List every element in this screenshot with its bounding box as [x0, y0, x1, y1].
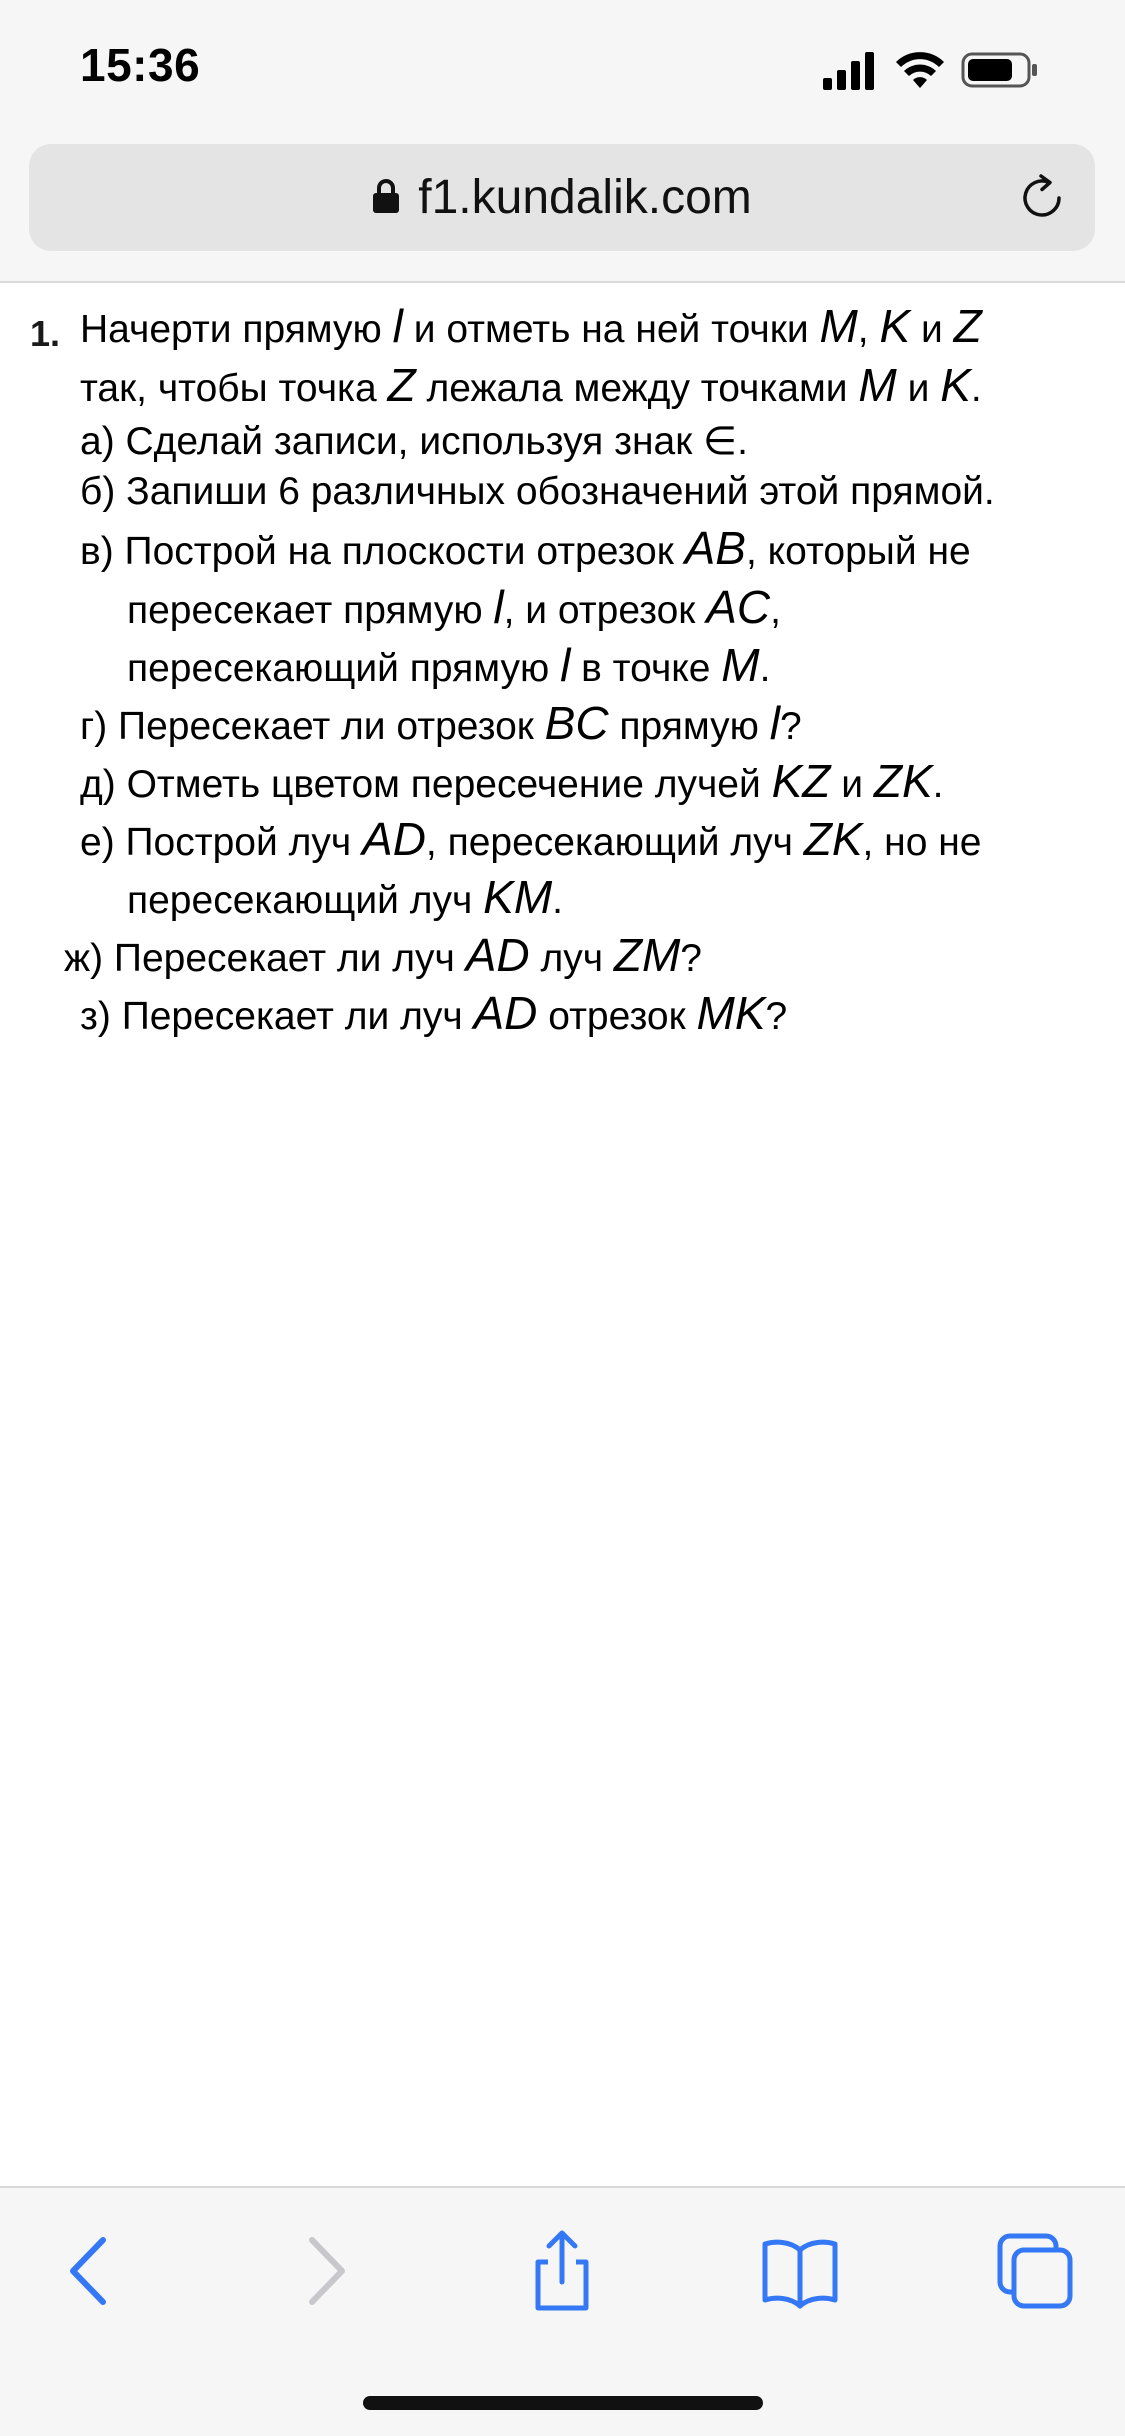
text: е) Построй луч	[80, 821, 363, 864]
exercise-item-v-line-1	[80, 522, 971, 574]
math-var: M	[819, 300, 858, 352]
math-var: l	[560, 639, 571, 691]
wifi-icon	[895, 48, 945, 92]
text: .	[759, 647, 771, 690]
exercise-item-e-line-1	[80, 813, 982, 865]
text: и	[910, 308, 954, 351]
address-bar[interactable]	[29, 144, 1095, 251]
text: д) Отметь цветом пересечение лучей	[80, 763, 772, 806]
text: , и отрезок	[503, 589, 707, 632]
text: пересекает прямую	[127, 589, 494, 632]
math-var: ZM	[613, 929, 681, 981]
text: ?	[680, 937, 702, 980]
math-var: AD	[473, 987, 538, 1039]
text: в) Построй на плоскости отрезок	[80, 530, 685, 573]
exercise-item-a: а) Сделай записи, используя знак ∈.	[80, 420, 748, 463]
math-var: AD	[362, 813, 426, 865]
share-icon[interactable]	[517, 2226, 607, 2316]
text: ?	[765, 995, 788, 1038]
text: так, чтобы точка	[80, 367, 388, 410]
exercise-item-d	[80, 755, 944, 807]
text: .	[552, 879, 563, 922]
math-var: K	[940, 359, 971, 411]
math-var: l	[769, 697, 780, 749]
math-var: AB	[684, 522, 746, 574]
math-var: l	[493, 581, 504, 633]
tabs-icon[interactable]	[990, 2226, 1080, 2316]
math-var: ZK	[873, 755, 933, 807]
exercise-item-v-line-2	[127, 581, 781, 633]
text: ж) Пересекает ли луч	[64, 937, 466, 980]
status-icons	[821, 48, 1081, 92]
text: ?	[779, 705, 802, 748]
text: , но не	[862, 821, 982, 864]
exercise-item-v-line-3	[127, 639, 771, 691]
battery-icon	[961, 48, 1041, 92]
exercise-item-e-line-2	[127, 871, 563, 923]
status-time: 15:36	[80, 39, 201, 91]
math-var: KM	[483, 871, 553, 923]
cellular-signal-icon	[821, 48, 877, 92]
text: лежала между точками	[415, 367, 859, 410]
text: , пересекающий луч	[425, 821, 804, 864]
exercise-item-zh	[64, 929, 702, 981]
text: ,	[770, 589, 781, 632]
text: и	[896, 367, 941, 410]
text: пересекающий прямую	[127, 647, 561, 690]
bookmarks-icon[interactable]	[755, 2226, 845, 2316]
url-text[interactable]: f1.kundalik.com	[418, 171, 752, 224]
exercise-item-b: б) Запиши 6 различных обозначений этой прямой.	[80, 470, 995, 513]
text: и отметь на ней точки	[402, 308, 820, 351]
text: луч	[529, 937, 614, 980]
text: в точке	[570, 647, 722, 690]
math-var: M	[858, 359, 897, 411]
exercise-intro-line-2	[80, 359, 982, 411]
text: .	[932, 763, 944, 806]
home-indicator	[363, 2396, 763, 2410]
math-var: ZK	[803, 813, 863, 865]
text: , который не	[746, 530, 971, 573]
text: .	[970, 367, 982, 410]
back-icon[interactable]	[45, 2226, 135, 2316]
reload-icon[interactable]	[1015, 171, 1069, 225]
lock-icon	[372, 178, 400, 214]
text: ,	[857, 308, 880, 351]
math-var: MK	[696, 987, 766, 1039]
text: Начерти прямую	[80, 308, 393, 351]
math-var: l	[392, 300, 403, 352]
math-var: M	[721, 639, 760, 691]
browser-top-chrome	[0, 0, 1125, 283]
text: г) Пересекает ли отрезок	[80, 705, 545, 748]
math-var: KZ	[771, 755, 831, 807]
exercise-item-g	[80, 697, 802, 749]
text: прямую	[608, 705, 770, 748]
text: з) Пересекает ли луч	[80, 995, 474, 1038]
exercise-item-z	[80, 987, 788, 1039]
text: отрезок	[537, 995, 697, 1038]
exercise-intro-line-1	[80, 300, 982, 352]
text: и	[830, 763, 874, 806]
math-var: BC	[544, 697, 609, 749]
math-var: AC	[706, 581, 771, 633]
exercise-number: 1.	[30, 313, 61, 354]
math-var: Z	[953, 300, 982, 352]
math-var: K	[879, 300, 911, 352]
text: пересекающий луч	[127, 879, 484, 922]
math-var: AD	[465, 929, 530, 981]
forward-icon[interactable]	[280, 2226, 370, 2316]
math-var: Z	[387, 359, 416, 411]
